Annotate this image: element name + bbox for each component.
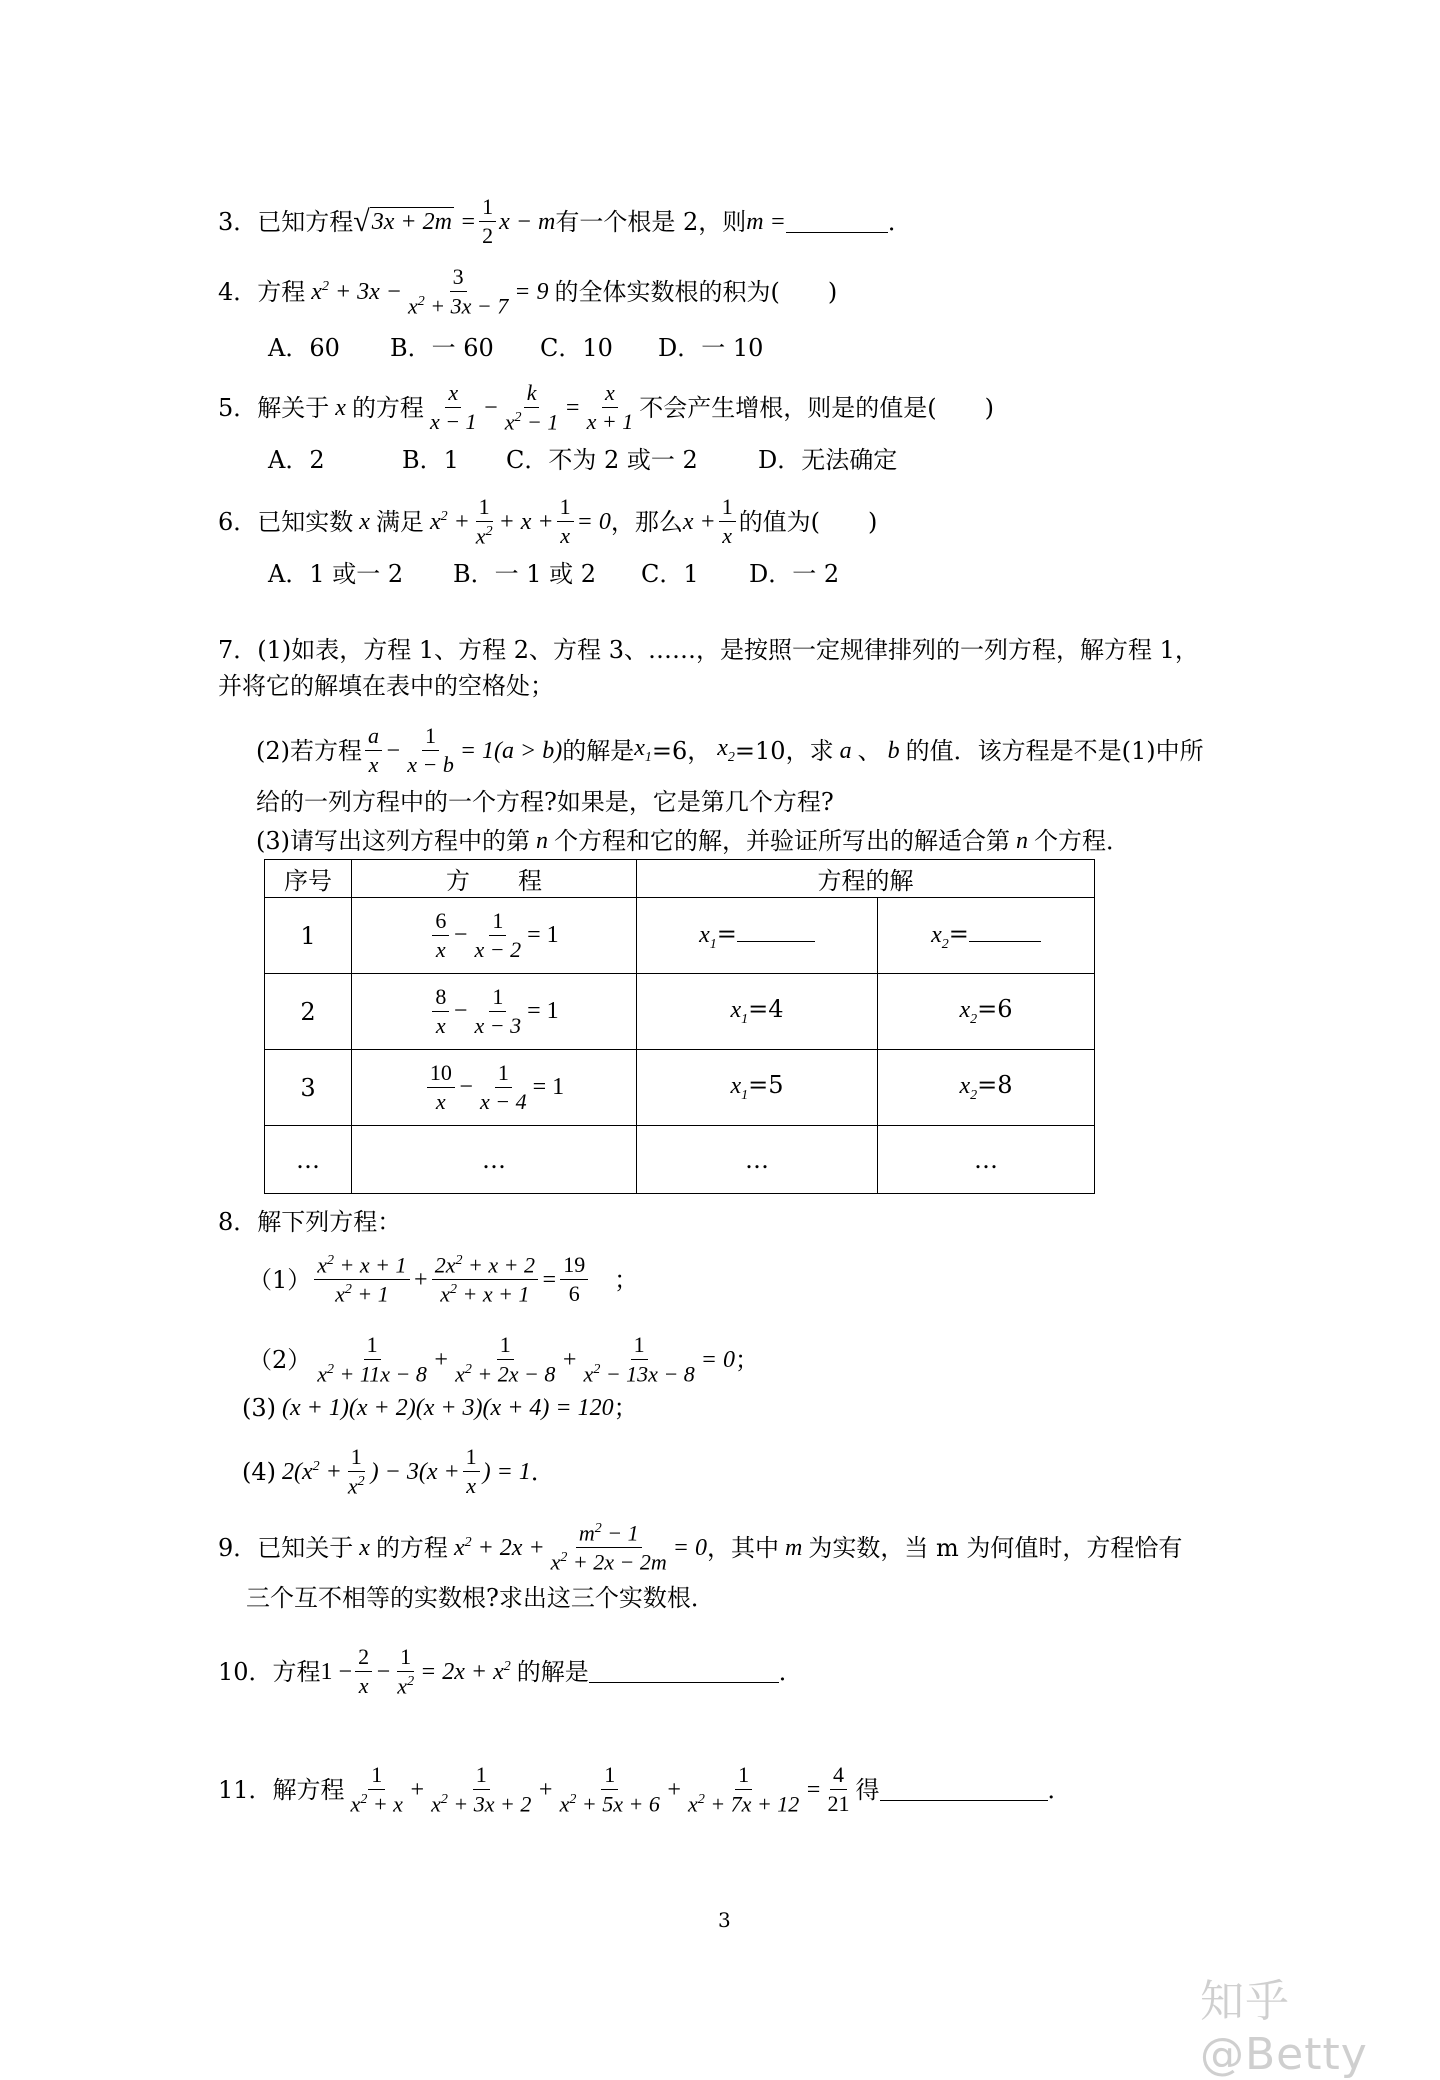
- table-header: 序号: [265, 860, 352, 898]
- question-7-part3: (3)请写出这列方程中的第 n 个方程和它的解，并验证所写出的解适合第 n 个方程．: [256, 827, 1130, 855]
- question-7-part2-cont: 给的一列方程中的一个方程?如果是，它是第几个方程?: [256, 788, 834, 816]
- question-7-part2: (2)若方程 $\frac{a}{x}$ − $\frac{1}{x - b}$ = 1( a > b) 的解是 $x_1$ =6， $x_2$ =10，求 a 、 b 的值．该方程是不是(1)中所: [256, 723, 1204, 777]
- question-7-part1-cont: 并将它的解填在表中的空格处；: [218, 672, 554, 700]
- question-6-options: A．1 或一 2 B．一 1 或 2 C．1 D．一 2: [268, 560, 840, 588]
- table-header: 方 程: [352, 860, 637, 898]
- question-8-4: (4) $2(x^2$ + $\frac{1}{x^2}$ ) − 3(x + $\frac{1}{x}$ ) = 1 ．: [242, 1444, 555, 1499]
- answer-blank[interactable]: [737, 919, 815, 942]
- table-header: 方程的解: [637, 860, 1095, 898]
- question-5: 5．解关于 x 的方程 $\frac{x}{x - 1}$ − $\frac{k}{x^2 - 1}$ = $\frac{x}{x + 1}$ 不会产生增根，则是的值是( ): [218, 380, 994, 435]
- question-5-options: A．2 B．1 C．不为 2 或一 2 D．无法确定: [268, 446, 898, 474]
- question-4-options: A．60 B．一 60 C．10 D．一 10: [268, 334, 764, 362]
- question-4: 4．方程 $x^2 + 3x$ − $\frac{3}{x^2 + 3x - 7}$ = 9 的全体实数根的积为( ): [218, 264, 838, 319]
- question-8-3: (3) (x + 1)(x + 2)(x + 3)(x + 4) = 120 ；: [242, 1394, 638, 1422]
- question-8-1: （1） $\frac{x^2 + x + 1}{x^2 + 1}$ + $\frac{2x^2 + x + 2}{x^2 + x + 1}$ = $\frac{19}{6}$ ；: [248, 1252, 639, 1307]
- equation-table: [264, 859, 1095, 1194]
- answer-blank[interactable]: [880, 1778, 1048, 1801]
- answer-blank[interactable]: [786, 210, 888, 233]
- table-row: 3 $\frac{10}{x}$ − $\frac{1}{x - 4}$ = 1 $x_1=5$ $x_2=8$: [265, 1050, 1095, 1126]
- question-10: 10．方程 1 − $\frac{2}{x}$ − $\frac{1}{x^2}$ = $2x + x^2$ 的解是 ．: [218, 1644, 803, 1699]
- table-row: 1 $\frac{6}{x}$ − $\frac{1}{x - 2}$ = 1 $x_1=$ $x_2=$: [265, 898, 1095, 974]
- question-6: 6．已知实数 x 满足 $x^2$ + $\frac{1}{x^2}$ + x + $\frac{1}{x}$ = 0 ，那么 x + $\frac{1}{x}$ 的值为( ): [218, 494, 878, 549]
- question-11: 11．解方程 $\frac{1}{x^2 + x}$ + $\frac{1}{x^2 + 3x + 2}$ + $\frac{1}{x^2 + 5x + 6}$ + $\frac{1}{x^2 + 7x + 12}$ = $\frac{4}{21}$ 得 ．: [218, 1762, 1072, 1817]
- answer-blank[interactable]: [969, 919, 1041, 942]
- question-8-2: （2） $\frac{1}{x^2 + 11x - 8}$ + $\frac{1}{x^2 + 2x - 8}$ + $\frac{1}{x^2 - 13x - 8}$ = 0 ；: [248, 1332, 759, 1387]
- question-8: 8．解下列方程：: [218, 1208, 402, 1236]
- table-row: 2 $\frac{8}{x}$ − $\frac{1}{x - 3}$ = 1 $x_1=4$ $x_2=6$: [265, 974, 1095, 1050]
- question-9-cont: 三个互不相等的实数根?求出这三个实数根．: [246, 1584, 715, 1612]
- question-7-part1: 7．(1)如表，方程 1、方程 2、方程 3、……，是按照一定规律排列的一列方程，解方程 1，: [218, 636, 1199, 664]
- page-number: 3: [718, 1908, 731, 1932]
- table-row: … … … …: [265, 1126, 1095, 1194]
- watermark: 知乎 @Betty: [1200, 1976, 1368, 2080]
- question-9: 9．已知关于 x 的方程 $x^2 + 2x$ + $\frac{m^2 - 1}{x^2 + 2x - 2m}$ = 0 ，其中 m 为实数，当 m 为何值时，方程恰有: [218, 1520, 1183, 1575]
- sqrt-expression: √ 3x + 2m: [353, 204, 452, 238]
- answer-blank[interactable]: [589, 1660, 779, 1683]
- question-3: 3．已知方程 √ 3x + 2m = $\frac{1}{2}$ x − m 有一个根是 2，则 m = ．: [218, 194, 912, 248]
